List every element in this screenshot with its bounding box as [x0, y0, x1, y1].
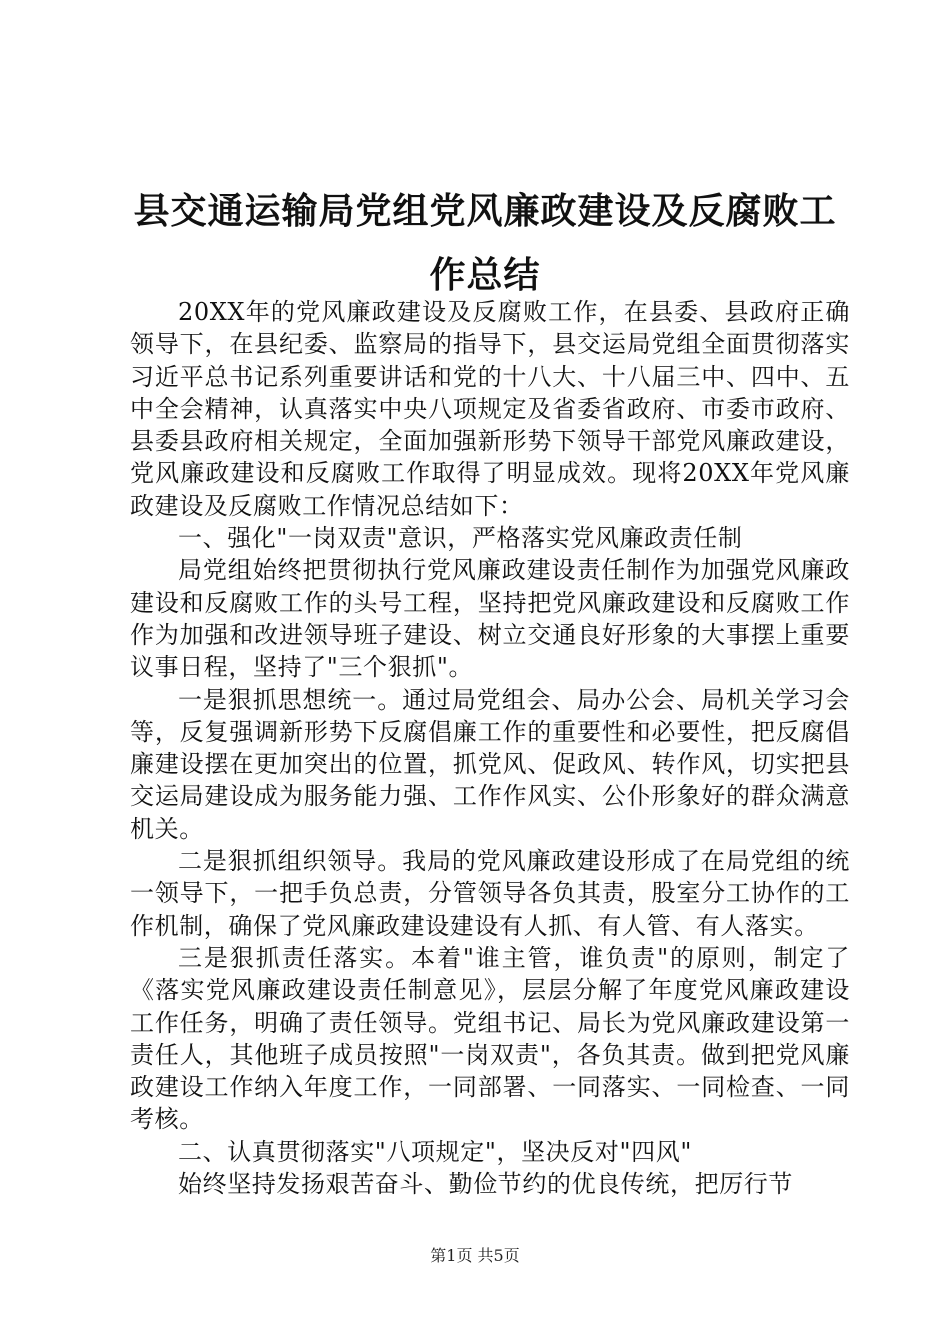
paragraph-responsibility: 局党组始终把贯彻执行党风廉政建设责任制作为加强党风廉政建设和反腐败工作的头号工程，坚持把党风廉政建设和反腐败工作作为加强和改进领导班子建设、树立交通良好形象的大事摆上重要议事日程，坚持了"三个狠抓"。	[130, 556, 850, 682]
paragraph-point-1: 一是狠抓思想统一。通过局党组会、局办公会、局机关学习会等，反复强调新形势下反腐倡廉工作的重要性和必要性，把反腐倡廉建设摆在更加突出的位置，抓党风、促政风、转作风，切实把县交运局建设成为服务能力强、工作作风实、公仆形象好的群众满意机关。	[130, 685, 850, 843]
paragraph-point-2: 二是狠抓组织领导。我局的党风廉政建设形成了在局党组的统一领导下，一把手负总责，分管领导各负其责，股室分工协作的工作机制，确保了党风廉政建设建设有人抓、有人管、有人落实。	[130, 847, 850, 940]
page-number-footer: 第1页 共5页	[430, 1246, 520, 1265]
section-heading-1: 一、强化"一岗双责"意识，严格落实党风廉政责任制	[178, 524, 743, 553]
section-heading-2: 二、认真贯彻落实"八项规定"，坚决反对"四风"	[178, 1137, 692, 1166]
document-title: 县交通运输局党组党风廉政建设及反腐败工作总结	[133, 191, 837, 296]
paragraph-intro: 20XX年的党风廉政建设及反腐败工作，在县委、县政府正确领导下，在县纪委、监察局的指导下，县交运局党组全面贯彻落实习近平总书记系列重要讲话和党的十八大、十八届三中、四中、五中全会精神，认真落实中央八项规定及省委省政府、市委市政府、县委县政府相关规定，全面加强新形势下领导干部党风廉政建设，党风廉政建设和反腐败工作取得了明显成效。现将20XX年党风廉政建设及反腐败工作情况总结如下：	[130, 298, 850, 520]
paragraph-point-3: 三是狠抓责任落实。本着"谁主管，谁负责"的原则，制定了《落实党风廉政建设责任制意见》，层层分解了年度党风廉政建设工作任务，明确了责任领导。党组书记、局长为党风廉政建设第一责任人，其他班子成员按照"一岗双责"，各负其责。做到把党风廉政建设工作纳入年度工作，一同部署、一同落实、一同检查、一同考核。	[130, 943, 850, 1134]
document-body	[130, 296, 850, 1200]
paragraph-frugality: 始终坚持发扬艰苦奋斗、勤俭节约的优良传统，把厉行节	[178, 1170, 793, 1199]
